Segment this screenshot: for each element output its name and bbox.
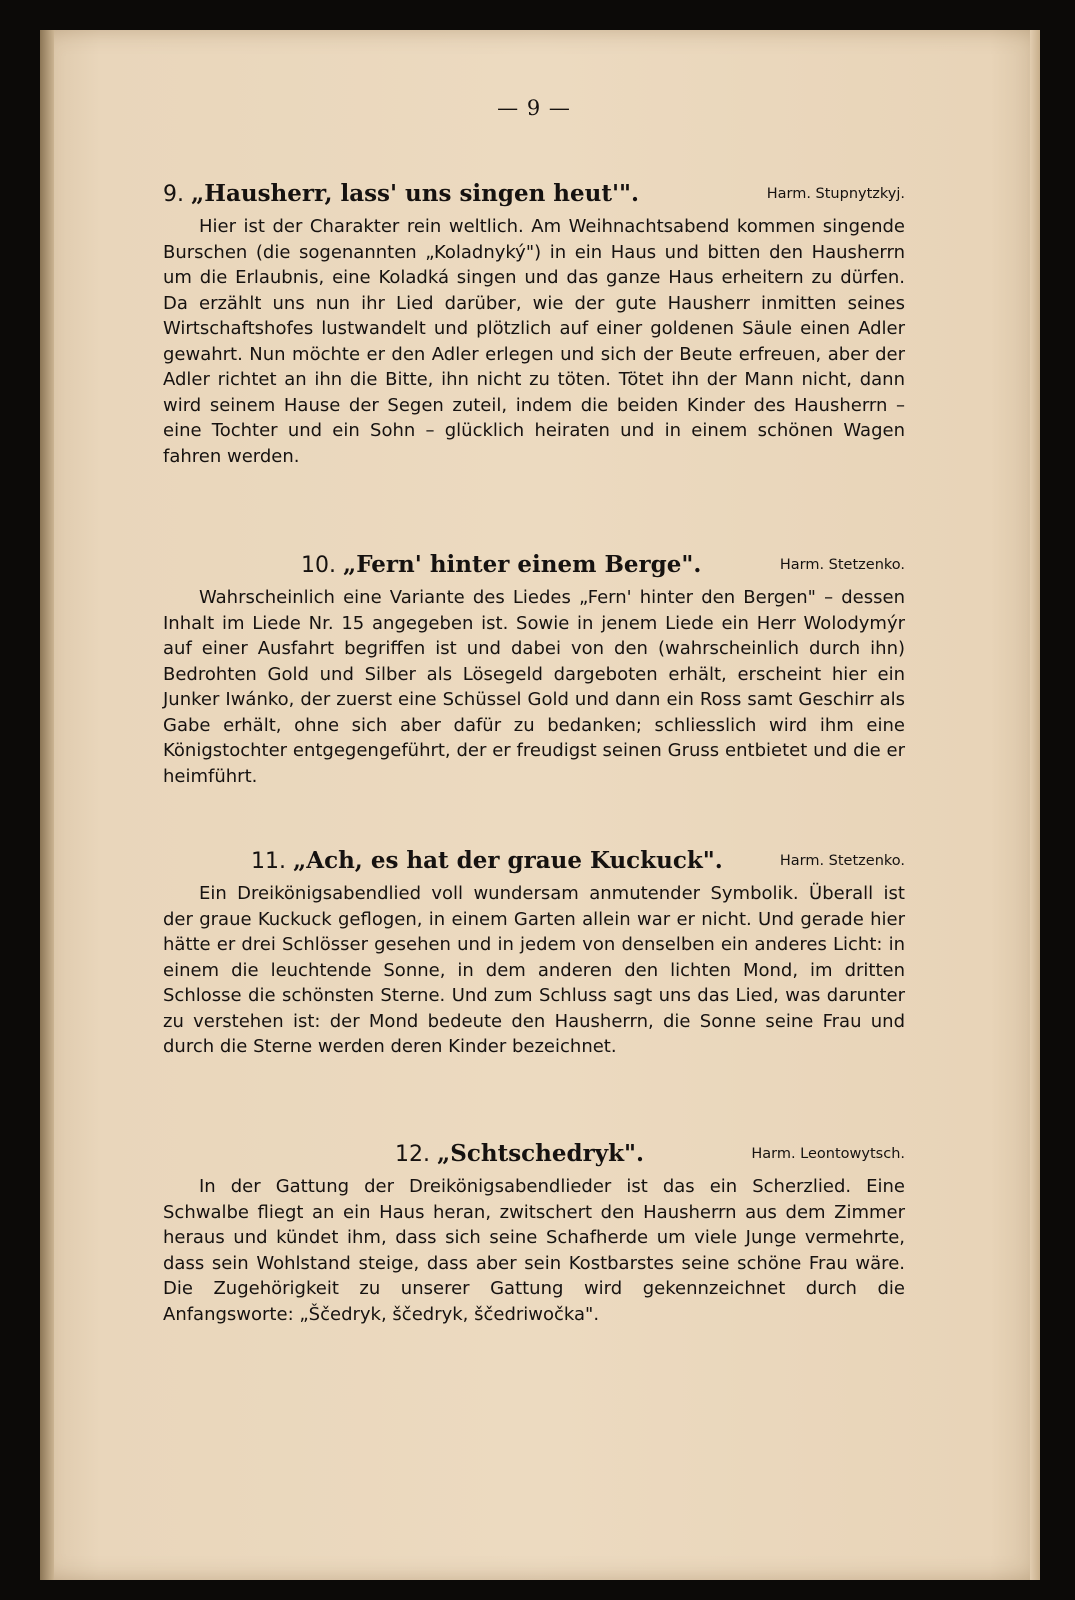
song-heading (163, 847, 905, 881)
song-heading (163, 551, 905, 585)
song-section-12 (163, 1140, 905, 1327)
song-section-11 (163, 847, 905, 1060)
song-heading (163, 1140, 905, 1174)
song-section-9 (163, 180, 905, 469)
song-number: 9. (163, 182, 184, 207)
song-description: Hier ist der Charakter rein weltlich. Am Weihnachtsabend kommen singende Burschen (die sogenannten „Koladnyký") in ein Haus und bitten den Hausherrn um die Erlaubnis, eine Koladká singen und das ganze Haus erheitern zu dürfen. Da erzählt uns nun ihr Lied darüber, wie der gute Hausherr inmitten seines Wirtschaftshofes lustwandelt und plötzlich auf einer goldenen Säule einen Adler gewahrt. Nun möchte er den Adler erlegen und sich der Beute erfreuen, aber der Adler richtet an ihn die Bitte, ihn nicht zu töten. Tötet ihn der Mann nicht, dann wird seinem Hause der Segen zuteil, indem die beiden Kinder des Hausherrn – eine Tochter und ein Sohn – glücklich heiraten und in einem schönen Wagen fahren werden. (163, 216, 905, 467)
song-number: 10. (301, 553, 336, 578)
song-number: 11. (251, 849, 286, 874)
song-title: „Fern' hinter einem Berge". (343, 551, 702, 578)
harmonizer-credit: Harm. Stupnytzkyj. (766, 186, 905, 202)
song-title: „Schtschedryk". (437, 1140, 644, 1167)
book-page (40, 30, 1040, 1580)
song-description: Wahrscheinlich eine Variante des Liedes „Fern' hinter den Bergen" – dessen Inhalt im Liede Nr. 15 angegeben ist. Sowie in jenem Liede ein Herr Wolodymýr auf einer Ausfahrt begriffen ist und dabei von den (wahrscheinlich durch ihn) Bedrohten Gold und Silber als Lösegeld dargeboten erhält, erscheint hier ein Junker Iwánko, der zuerst eine Schüssel Gold und dann ein Ross samt Geschirr als Gabe erhält, ohne sich aber dafür zu bedanken; schliesslich wird ihm eine Königstochter entgegengeführt, der er freudigst seinen Gruss entbietet und die er heimführt. (163, 587, 905, 787)
harmonizer-credit: Harm. Stetzenko. (779, 557, 905, 573)
harmonizer-credit: Harm. Stetzenko. (779, 853, 905, 869)
song-title: „Hausherr, lass' uns singen heut'". (191, 180, 640, 207)
harmonizer-credit: Harm. Leontowytsch. (751, 1146, 905, 1162)
page-spine (40, 30, 54, 1580)
song-heading (163, 180, 905, 214)
song-title: „Ach, es hat der graue Kuckuck". (293, 847, 723, 874)
song-number: 12. (395, 1142, 430, 1167)
song-section-10 (163, 551, 905, 789)
page-number: — 9 — (497, 96, 571, 120)
song-description: Ein Dreikönigsabendlied voll wundersam anmutender Symbolik. Überall ist der graue Kuckuck geflogen, in einem Garten allein war er nicht. Und gerade hier hätte er drei Schlösser gesehen und in jedem von denselben ein anderes Licht: in einem die leuchtende Sonne, in dem anderen den lichten Mond, im dritten Schlosse die schönsten Sterne. Und zum Schluss sagt uns das Lied, was darunter zu verstehen ist: der Mond bedeute den Hausherrn, die Sonne seine Frau und durch die Sterne werden deren Kinder bezeichnet. (163, 883, 905, 1057)
song-description: In der Gattung der Dreikönigsabendlieder ist das ein Scherzlied. Eine Schwalbe fliegt an ein Haus heran, zwitschert den Hausherrn aus dem Zimmer heraus und kündet ihm, dass sich seine Schafherde um viele Junge vermehrte, dass sein Wohlstand steige, dass aber sein Kostbarstes seine schöne Frau wäre. Die Zugehörigkeit zu unserer Gattung wird gekennzeichnet durch die Anfangsworte: „Ščedryk, ščedryk, ščedriwočka". (163, 1176, 905, 1325)
page-edge (1030, 30, 1040, 1580)
